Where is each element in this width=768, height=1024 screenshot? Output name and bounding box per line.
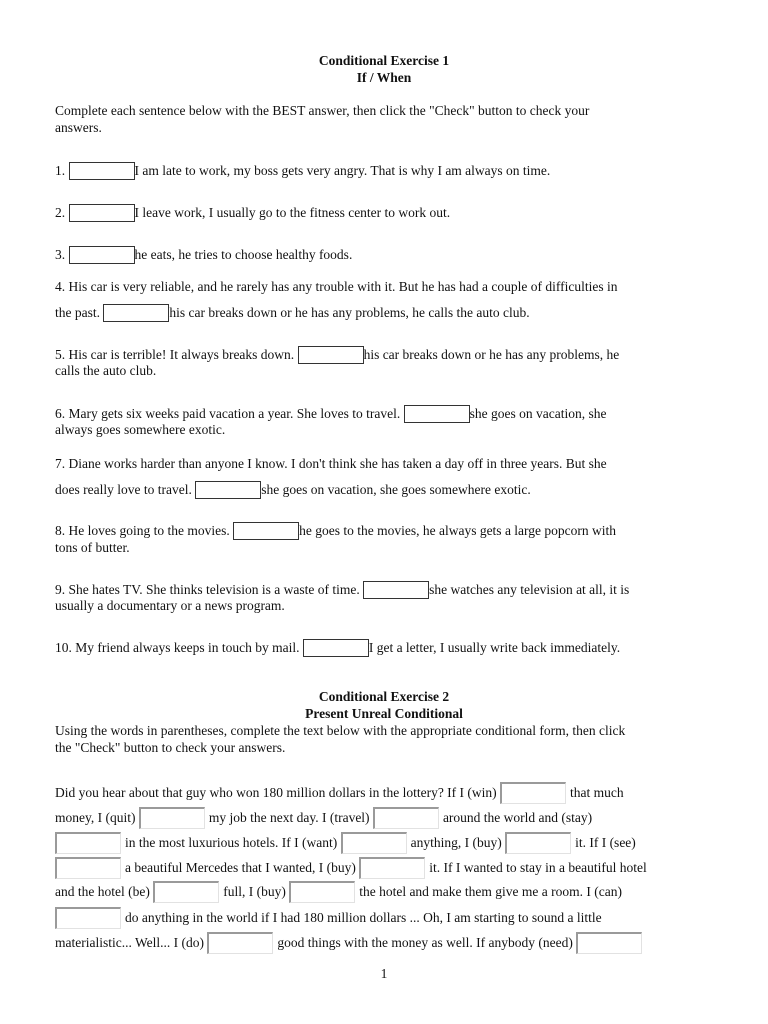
passage-text: around the world and (stay) xyxy=(442,810,593,825)
question-3-text: he eats, he tries to choose healthy foods. xyxy=(134,247,353,262)
question-1 xyxy=(55,162,550,180)
can-answer-input[interactable] xyxy=(55,907,121,929)
question-5-answer-input[interactable] xyxy=(298,346,364,364)
question-6-line-2: always goes somewhere exotic. xyxy=(55,422,226,437)
exercise-1-instructions-cont: answers. xyxy=(55,120,102,135)
question-8-text-before: 8. He loves going to the movies. xyxy=(55,523,230,538)
question-4-line-1: 4. His car is very reliable, and he rarely has any trouble with it. But he has had a couple of difficulties in xyxy=(55,279,618,294)
question-4-text-after: his car breaks down or he has any problems, he calls the auto club. xyxy=(169,305,530,320)
passage-text: that much xyxy=(570,785,624,800)
exercise-1-title: Conditional Exercise 1 xyxy=(318,53,450,68)
question-10 xyxy=(55,639,620,657)
passage-line-1 xyxy=(55,782,624,804)
question-4 xyxy=(55,304,530,322)
exercise-1-instructions: Complete each sentence below with the BEST answer, then click the "Check" button to check your xyxy=(55,103,590,118)
question-8-answer-input[interactable] xyxy=(233,522,299,540)
passage-line-4 xyxy=(55,857,647,879)
want-answer-input[interactable] xyxy=(341,832,407,854)
quit-answer-input[interactable] xyxy=(139,807,205,829)
page-number: 1 xyxy=(380,966,388,981)
passage-text: a beautiful Mercedes that I wanted, I (buy) xyxy=(125,860,356,875)
question-6-text-after: she goes on vacation, she xyxy=(469,406,607,421)
question-9-text-before: 9. She hates TV. She thinks television is a waste of time. xyxy=(55,582,360,597)
travel-answer-input[interactable] xyxy=(373,807,439,829)
stay-answer-input[interactable] xyxy=(55,832,121,854)
need-answer-input[interactable] xyxy=(576,932,642,954)
question-7 xyxy=(55,481,531,499)
question-9-line-2: usually a documentary or a news program. xyxy=(55,598,285,613)
question-2-answer-input[interactable] xyxy=(69,204,135,222)
question-7-text-before: does really love to travel. xyxy=(55,482,192,497)
question-3-answer-input[interactable] xyxy=(69,246,135,264)
exercise-2-subtitle: Present Unreal Conditional xyxy=(305,706,463,721)
question-4-text-before: the past. xyxy=(55,305,100,320)
buy-answer-input[interactable] xyxy=(505,832,571,854)
passage-text: it. If I (see) xyxy=(575,835,636,850)
question-7-line-1: 7. Diane works harder than anyone I know. I don't think she has taken a day off in three years. But she xyxy=(55,456,607,471)
passage-text: and the hotel (be) xyxy=(55,884,150,899)
exercise-2-title: Conditional Exercise 2 xyxy=(318,689,450,704)
question-3-number: 3. xyxy=(55,247,66,262)
passage-text: do anything in the world if I had 180 million dollars ... Oh, I am starting to sound a little xyxy=(125,910,602,925)
question-5-line-2: calls the auto club. xyxy=(55,363,157,378)
question-7-text-after: she goes on vacation, she goes somewhere exotic. xyxy=(261,482,531,497)
question-2-number: 2. xyxy=(55,205,66,220)
be-answer-input[interactable] xyxy=(153,881,219,903)
passage-text: money, I (quit) xyxy=(55,810,136,825)
passage-text: good things with the money as well. If anybody (need) xyxy=(277,935,573,950)
question-6-text-before: 6. Mary gets six weeks paid vacation a year. She loves to travel. xyxy=(55,406,401,421)
question-1-answer-input[interactable] xyxy=(69,162,135,180)
passage-text: materialistic... Well... I (do) xyxy=(55,935,204,950)
passage-line-3 xyxy=(55,832,636,854)
win-answer-input[interactable] xyxy=(500,782,566,804)
exercise-1-subtitle: If / When xyxy=(356,70,412,85)
buy-mercedes-answer-input[interactable] xyxy=(359,857,425,879)
passage-text: my job the next day. I (travel) xyxy=(208,810,370,825)
passage-line-5 xyxy=(55,881,622,903)
do-answer-input[interactable] xyxy=(207,932,273,954)
question-5-text-after: his car breaks down or he has any problems, he xyxy=(363,347,620,362)
question-8 xyxy=(55,522,616,540)
question-10-text-after: I get a letter, I usually write back immediately. xyxy=(368,640,621,655)
passage-text: in the most luxurious hotels. If I (want) xyxy=(125,835,338,850)
question-3 xyxy=(55,246,352,264)
passage-text: full, I (buy) xyxy=(223,884,286,899)
question-9-text-after: she watches any television at all, it is xyxy=(429,582,630,597)
question-7-answer-input[interactable] xyxy=(195,481,261,499)
passage-line-2 xyxy=(55,807,592,829)
passage-text: the hotel and make them give me a room. I (can) xyxy=(359,884,622,899)
question-6-answer-input[interactable] xyxy=(404,405,470,423)
question-5 xyxy=(55,346,619,364)
question-2 xyxy=(55,204,450,222)
passage-line-7 xyxy=(55,932,646,954)
passage-line-6 xyxy=(55,907,602,929)
passage-text: anything, I (buy) xyxy=(410,835,502,850)
question-4-answer-input[interactable] xyxy=(103,304,169,322)
exercise-2-instructions: Using the words in parentheses, complete the text below with the appropriate conditional form, then click xyxy=(55,723,626,738)
question-1-text: I am late to work, my boss gets very angry. That is why I am always on time. xyxy=(134,163,551,178)
passage-text: it. If I wanted to stay in a beautiful hotel xyxy=(429,860,647,875)
question-1-number: 1. xyxy=(55,163,66,178)
question-6 xyxy=(55,405,607,423)
question-10-answer-input[interactable] xyxy=(303,639,369,657)
see-answer-input[interactable] xyxy=(55,857,121,879)
buy-hotel-answer-input[interactable] xyxy=(289,881,355,903)
question-2-text: I leave work, I usually go to the fitness center to work out. xyxy=(134,205,451,220)
question-10-text-before: 10. My friend always keeps in touch by mail. xyxy=(55,640,300,655)
question-9-answer-input[interactable] xyxy=(363,581,429,599)
question-9 xyxy=(55,581,629,599)
exercise-2-instructions-cont: the "Check" button to check your answers. xyxy=(55,740,286,755)
passage-text: Did you hear about that guy who won 180 million dollars in the lottery? If I (win) xyxy=(55,785,497,800)
question-8-text-after: he goes to the movies, he always gets a large popcorn with xyxy=(299,523,617,538)
question-8-line-2: tons of butter. xyxy=(55,540,130,555)
question-5-text-before: 5. His car is terrible! It always breaks down. xyxy=(55,347,295,362)
